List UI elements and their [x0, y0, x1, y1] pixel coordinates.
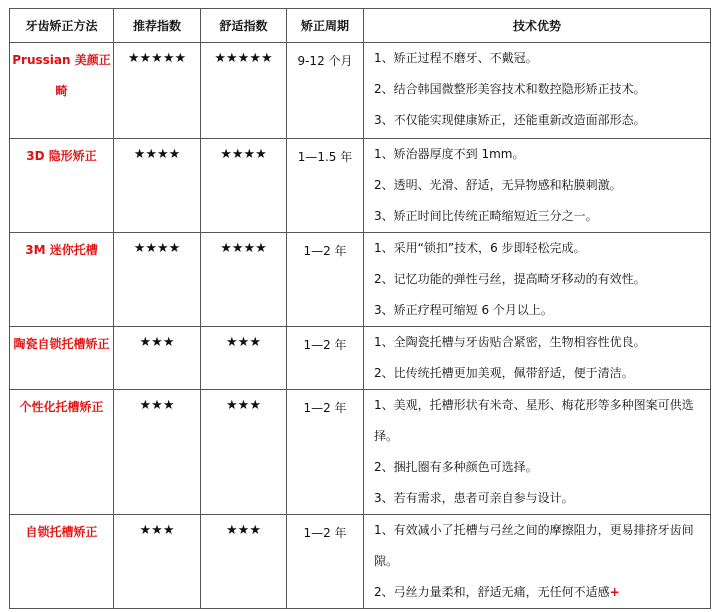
advantage-item: 1、美观，托槽形状有米奇、星形、梅花形等多种图案可供选择。 [374, 398, 694, 443]
advantages-cell [364, 390, 711, 515]
advantage-item: 3、不仅能实现健康矫正，还能重新改造面部形态。 [374, 113, 646, 127]
header-comfort-index: 舒适指数 [201, 9, 287, 43]
advantage-item [374, 577, 706, 608]
advantage-item: 2、结合韩国微整形美容技术和数控隐形矫正技术。 [374, 82, 646, 96]
table-row [10, 233, 711, 327]
advantages-cell [364, 233, 711, 327]
advantage-item: 2、记忆功能的弹性弓丝，提高畸牙移动的有效性。 [374, 272, 646, 286]
recommend-stars: ★★★ [114, 327, 201, 390]
method-cell: 3D 隐形矫正 [10, 139, 114, 233]
advantage-item: 3、矫正时间比传统正畸缩短近三分之一。 [374, 209, 598, 223]
method-cell: 自锁托槽矫正 [10, 515, 114, 609]
period-cell: 1—2 年 [287, 515, 364, 609]
advantages-cell [364, 327, 711, 390]
recommend-stars: ★★★ [114, 515, 201, 609]
advantage-item: 2、比传统托槽更加美观，佩带舒适，便于清洁。 [374, 366, 634, 380]
period-cell: 1—1.5 年 [287, 139, 364, 233]
header-row [10, 9, 711, 43]
table-row [10, 139, 711, 233]
orthodontic-comparison-table [9, 8, 711, 609]
method-cell: 陶瓷自锁托槽矫正 [10, 327, 114, 390]
comfort-stars: ★★★ [201, 327, 287, 390]
period-cell: 9-12 个月 [287, 43, 364, 139]
table-row [10, 43, 711, 139]
table-row [10, 327, 711, 390]
comfort-stars: ★★★★ [201, 139, 287, 233]
advantages-cell [364, 43, 711, 139]
advantage-item: 1、采用“锁扣”技术，6 步即轻松完成。 [374, 241, 586, 255]
method-cell: 3M 迷你托槽 [10, 233, 114, 327]
advantage-item: 1、矫治器厚度不到 1mm。 [374, 147, 525, 161]
recommend-stars: ★★★★★ [114, 43, 201, 139]
advantage-item: 3、若有需求，患者可亲自参与设计。 [374, 491, 574, 505]
comfort-stars: ★★★★ [201, 233, 287, 327]
advantage-text: 2、弓丝力量柔和，舒适无痛，无任何不适感 [374, 585, 610, 599]
table-row [10, 515, 711, 609]
plus-mark-icon: + [609, 585, 620, 599]
period-cell: 1—2 年 [287, 233, 364, 327]
advantages-cell [364, 139, 711, 233]
advantage-item: 2、透明、光滑、舒适，无异物感和粘膜刺激。 [374, 178, 622, 192]
advantage-item: 1、全陶瓷托槽与牙齿贴合紧密，生物相容性优良。 [374, 335, 646, 349]
recommend-stars: ★★★ [114, 390, 201, 515]
header-recommend-index: 推荐指数 [114, 9, 201, 43]
table-row [10, 390, 711, 515]
comfort-stars: ★★★ [201, 515, 287, 609]
header-advantages: 技术优势 [364, 9, 711, 43]
advantage-item: 1、矫正过程不磨牙、不戴冠。 [374, 51, 538, 65]
method-cell: 个性化托槽矫正 [10, 390, 114, 515]
recommend-stars: ★★★★ [114, 139, 201, 233]
advantage-item: 3、矫正疗程可缩短 6 个月以上。 [374, 303, 553, 317]
comfort-stars: ★★★ [201, 390, 287, 515]
period-cell: 1—2 年 [287, 327, 364, 390]
advantages-cell [364, 515, 711, 609]
advantage-item: 1、有效减小了托槽与弓丝之间的摩擦阻力，更易排挤牙齿间隙。 [374, 523, 694, 568]
advantage-item: 2、捆扎圈有多种颜色可选择。 [374, 460, 538, 474]
period-cell: 1—2 年 [287, 390, 364, 515]
method-cell: Prussian 美颜正畸 [10, 43, 114, 139]
comfort-stars: ★★★★★ [201, 43, 287, 139]
header-period: 矫正周期 [287, 9, 364, 43]
recommend-stars: ★★★★ [114, 233, 201, 327]
header-method: 牙齿矫正方法 [10, 9, 114, 43]
